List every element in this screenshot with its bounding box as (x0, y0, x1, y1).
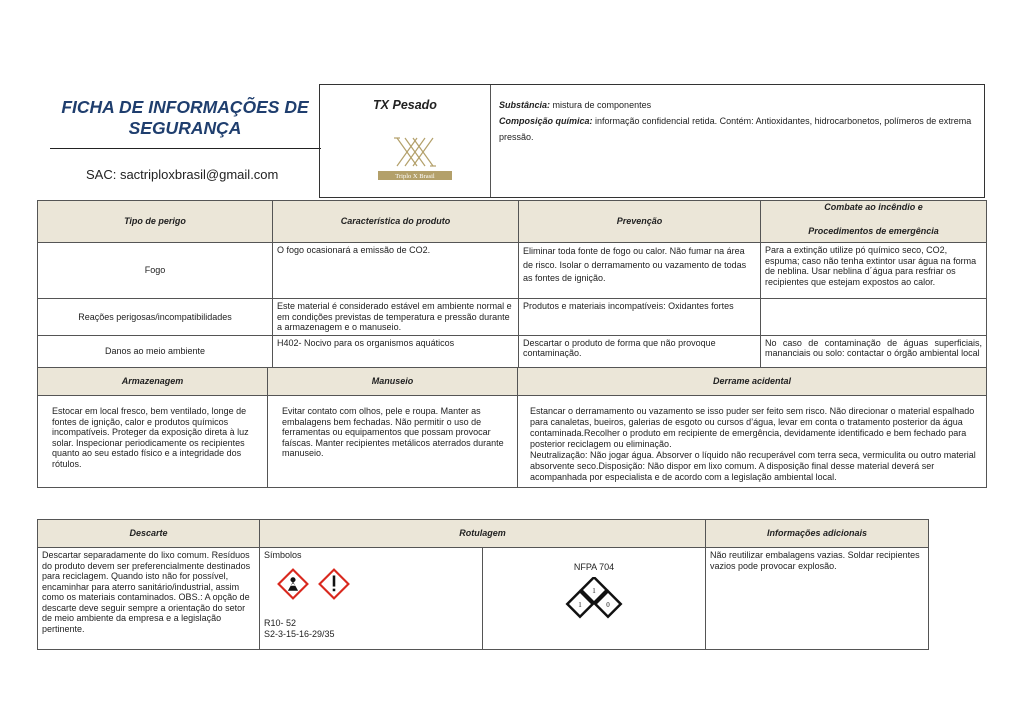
table-row (38, 299, 987, 336)
handling-text: Evitar contato com olhos, pele e roupa. Manter as embalagens bem fechadas. Não permitir o uso de ferramentas ou equipamentos que possam provocar faíscas. Manter recipientes metálicos aterrados durante manuseio. (268, 396, 518, 488)
header-prevention: Prevenção (519, 201, 761, 243)
header-characteristic: Característica do produto (273, 201, 519, 243)
storage-table (37, 367, 987, 488)
hazard-emergency: Para a extinção utilize pó químico seco, CO2, espuma; caso não tenha extintor usar água na forma de neblina. Usar neblina d´água para resfriar os recipientes que estejam expostos ao calor. (761, 243, 987, 299)
hazard-prevention: Eliminar toda fonte de fogo ou calor. Não fumar na área de risco. Isolar o derramamento ou vazamento de todas as fontes de ignição. (519, 243, 761, 299)
hazard-characteristic: O fogo ocasionará a emissão de CO2. (273, 243, 519, 299)
hazard-characteristic: H402- Nocivo para os organismos aquáticos (273, 335, 519, 367)
nfpa-instability: 0 (606, 600, 610, 609)
nfpa-label: NFPA 704 (573, 562, 615, 572)
brand-logo (372, 134, 458, 184)
header-divider (490, 85, 491, 197)
header-emergency (761, 201, 987, 243)
header-storage: Armazenagem (38, 368, 268, 396)
title-divider (50, 148, 321, 149)
product-name: TX Pesado (373, 98, 437, 112)
hazard-type: Danos ao meio ambiente (38, 335, 273, 367)
hazard-type: Reações perigosas/incompatibilidades (38, 299, 273, 336)
header-handling: Manuseio (268, 368, 518, 396)
substance-value: mistura de componentes (552, 100, 652, 110)
substance-info (499, 97, 979, 145)
risk-phrase: R10- 52 (264, 618, 297, 628)
symbols-label: Símbolos (264, 550, 302, 560)
header-spill: Derrame acidental (518, 368, 987, 396)
spill-paragraph-1: Estancar o derramamento ou vazamento se isso puder ser feito sem risco. Não direcionar o material espalhado para canaletas, bueiros, galerias de esgoto ou cursos d’água, levar em conta o tratamento posterior da água contaminada.Recolher o produto em recipiente de emergência, devidamente identificado e bem fechado para posterior reciclagem ou eliminação. (530, 406, 975, 449)
health-hazard-icon (276, 567, 310, 601)
header-disposal: Descarte (38, 520, 260, 548)
table-row (38, 396, 987, 488)
sac-contact: SAC: sactriploxbrasil@gmail.com (86, 167, 279, 182)
disposal-text: Descartar separadamente do lixo comum. Resíduos do produto devem ser preferencialmente destinados para reciclagem. Quando isto não for possível, encaminhar para aterro sanitário/industrial, assim como os materiais contaminados. OBS.: A opção de descarte deve seguir sempre a orientação do setor de meio ambiente da empresa e a legislação pertinente. (38, 548, 260, 650)
nfpa-flammability: 1 (592, 586, 596, 595)
header-labelling: Rotulagem (260, 520, 706, 548)
composition-value: informação confidencial retida. Contém: Antioxidantes, hidrocarbonetos, polímeros de extrema pressão. (499, 116, 972, 142)
additional-info-text: Não reutilizar embalagens vazias. Soldar recipientes vazios pode provocar explosão. (706, 548, 929, 650)
storage-text: Estocar em local fresco, bem ventilado, longe de fontes de ignição, calor e produtos químicos incompatíveis. Proteger da exposição direta à luz solar. Inspecionar periodicamente os recipientes quanto ao seu estado físico e a integridade dos rótulos. (38, 396, 268, 488)
hazard-emergency: No caso de contaminação de águas superficiais, mananciais ou solo: contactar o órgão ambiental local (761, 335, 987, 367)
exclamation-icon (317, 567, 351, 601)
symbols-cell (260, 548, 483, 650)
spill-text (518, 396, 987, 488)
hazard-prevention: Descartar o produto de forma que não provoque contaminação. (519, 335, 761, 367)
table-row (38, 243, 987, 299)
nfpa-diamond-icon (554, 577, 634, 637)
disposal-table (37, 519, 929, 650)
table-row (38, 548, 929, 650)
hazard-prevention: Produtos e materiais incompatíveis: Oxidantes fortes (519, 299, 761, 336)
nfpa-health: 1 (578, 600, 582, 609)
hazard-type: Fogo (38, 243, 273, 299)
header-emergency-line2: Procedimentos de emergência (808, 225, 939, 236)
header-hazard-type: Tipo de perigo (38, 201, 273, 243)
composition-label: Composição química: (499, 116, 593, 126)
header-additional-info: Informações adicionais (706, 520, 929, 548)
spill-paragraph-2: Neutralização: Não jogar água. Absorver o líquido não recuperável com terra seca, vermiculita ou outro material absorvente seco.Disposição: Não dispor em lixo comum. A disposição final desse material deverá ser acompanhada por especialista e de acordo com a legislação ambiental local. (530, 450, 976, 482)
header-emergency-line1: Combate ao incêndio e (824, 202, 923, 212)
table-row (38, 335, 987, 367)
safety-phrase: S2-3-15-16-29/35 (264, 628, 335, 639)
logo-text: Triplo X Brasil (395, 173, 435, 180)
hazard-characteristic: Este material é considerado estável em ambiente normal e em condições previstas de temperatura e pressão durante a armazenagem e o manuseio. (273, 299, 519, 336)
nfpa-cell (483, 548, 706, 650)
hazard-emergency (761, 299, 987, 336)
hazard-table (37, 200, 987, 368)
substance-label: Substância: (499, 100, 551, 110)
document-title: FICHA DE INFORMAÇÕES DE SEGURANÇA (61, 97, 309, 138)
